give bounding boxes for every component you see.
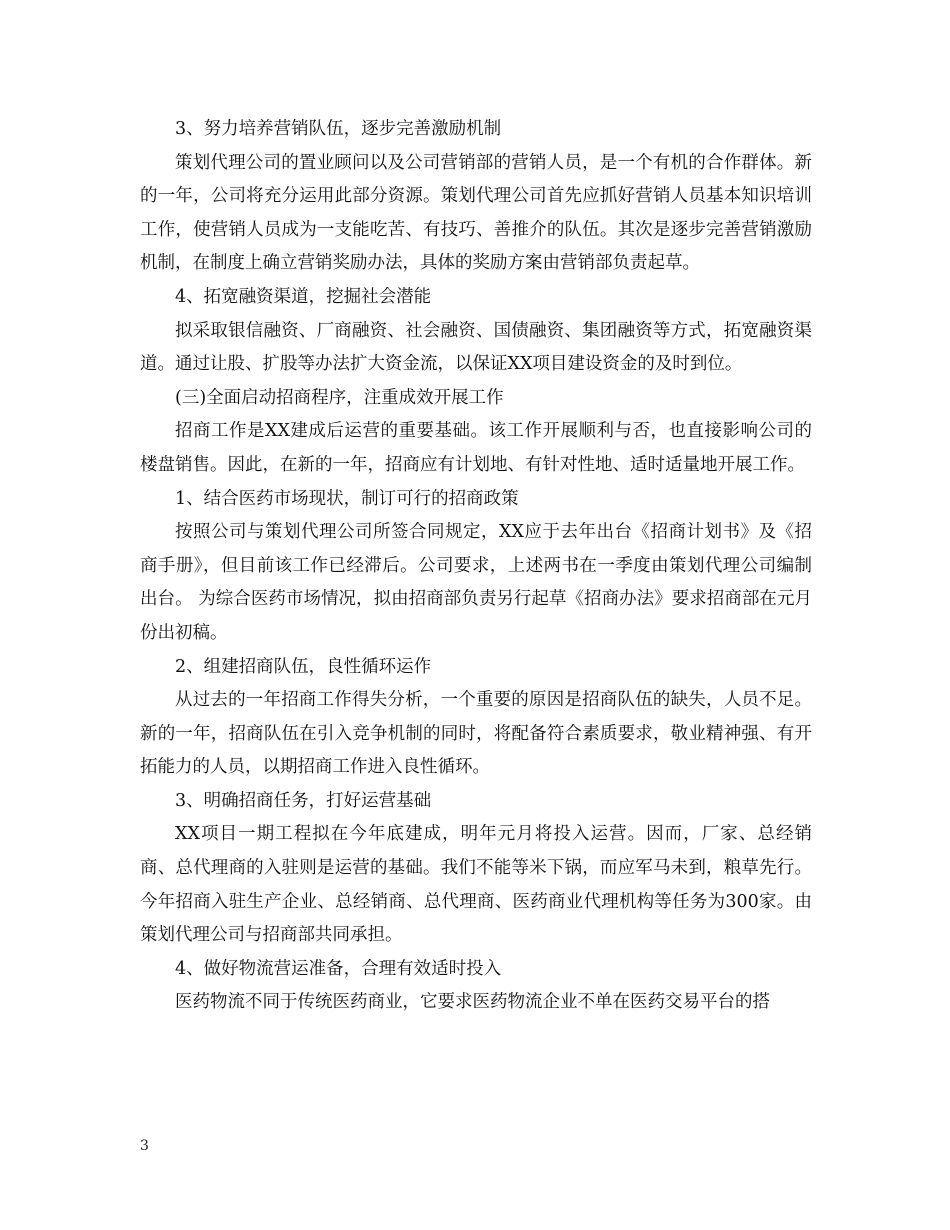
- section-heading: 1、结合医药市场现状，制订可行的招商政策: [175, 488, 519, 509]
- body-paragraph: XX项目一期工程拟在今年底建成，明年元月将投入运营。因而，厂家、总经销商、总代理商的入驻则是运营的基础。我们不能等米下锅，而应军马未到，粮草先行。今年招商入驻生产企业、总经销商、总代理商、医药商业代理机构等任务为300家。由策划代理公司与招商部共同承担。: [140, 824, 812, 946]
- body-paragraph: 医药物流不同于传统医药商业，它要求医药物流企业不单在医药交易平台的搭: [175, 992, 770, 1013]
- body-paragraph: 拟采取银信融资、厂商融资、社会融资、国债融资、集团融资等方式，拓宽融资渠道。通过让股、扩股等办法扩大资金流，以保证XX项目建设资金的及时到位。: [140, 320, 812, 375]
- page-number: 3: [140, 1138, 149, 1154]
- section-heading: 3、明确招商任务，打好运营基础: [175, 790, 432, 811]
- section-heading: (三)全面启动招商程序，注重成效开展工作: [175, 387, 504, 408]
- section-heading: 4、做好物流营运准备，合理有效适时投入: [175, 958, 502, 979]
- section-heading: 3、努力培养营销队伍，逐步完善激励机制: [175, 119, 502, 139]
- document-body: [140, 113, 812, 1020]
- body-paragraph: 招商工作是XX建成后运营的重要基础。该工作开展顺利与否，也直接影响公司的楼盘销售。因此，在新的一年，招商应有计划地、有针对性地、适时适量地开展工作。: [140, 421, 812, 475]
- body-paragraph: 按照公司与策划代理公司所签合同规定，XX应于去年出台《招商计划书》及《招商手册》，但目前该工作已经滞后。公司要求，上述两书在一季度由策划代理公司编制出台。 为综合医药市场情况，拟由招商部负责另行起草《招商办法》要求招商部在元月份出初稿。: [140, 522, 812, 643]
- section-heading: 2、组建招商队伍，良性循环运作: [175, 656, 432, 677]
- section-heading: 4、拓宽融资渠道，挖掘社会潜能: [175, 286, 432, 307]
- body-paragraph: 策划代理公司的置业顾问以及公司营销部的营销人员，是一个有机的合作群体。新的一年，公司将充分运用此部分资源。策划代理公司首先应抓好营销人员基本知识培训工作，使营销人员成为一支能吃苦、有技巧、善推介的队伍。其次是逐步完善营销激励机制，在制度上确立营销奖励办法，具体的奖励方案由营销部负责起草。: [140, 152, 812, 274]
- body-paragraph: 从过去的一年招商工作得失分析，一个重要的原因是招商队伍的缺失，人员不足。新的一年，招商队伍在引入竞争机制的同时，将配备符合素质要求，敬业精神强、有开拓能力的人员，以期招商工作进入良性循环。: [140, 690, 812, 778]
